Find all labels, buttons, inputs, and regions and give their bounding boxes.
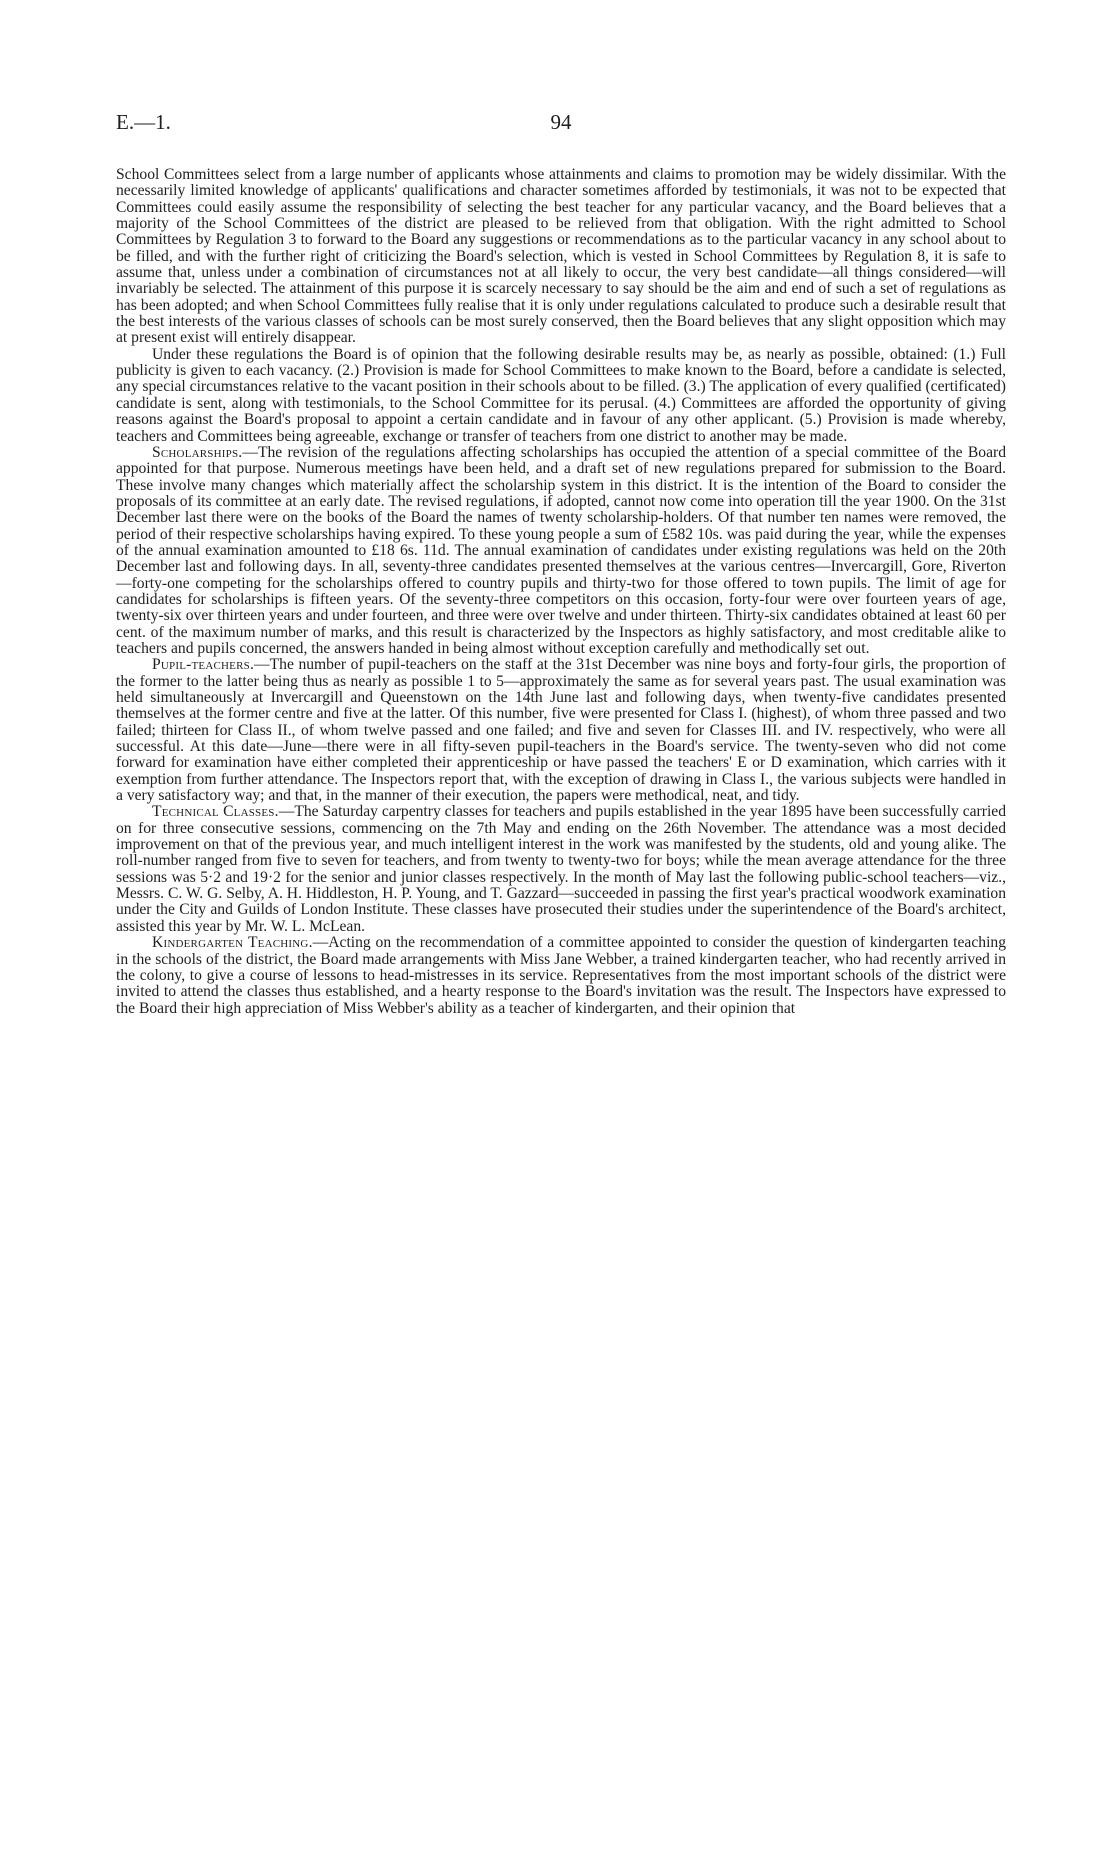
body-text xyxy=(116,167,1006,1017)
paragraph-regulation-results xyxy=(116,347,1006,445)
section-heading-scholarships: Scholarships. xyxy=(152,443,243,461)
paragraph-text: Under these regulations the Board is of opinion that the following desirable results may be, as nearly as possible, obtained: (1.) Full publicity is given to each vacancy. (2.) Provision is made for School Committees to make known to the Board, before a candidate is selected, any special circumstances relative to the vacant position in their schools about to be filled. (3.) The application of every qualified (certificated) candidate is sent, along with testimonials, to the School Committee for its perusal. (4.) Committees are afforded the opportunity of giving reasons against the Board's proposal to appoint a certain candidate and in favour of any other applicant. (5.) Provision is made whereby, teachers and Committees being agreeable, exchange or transfer of teachers from one district to another may be made. xyxy=(116,345,1006,445)
section-heading-pupil-teachers: Pupil-teachers. xyxy=(152,656,255,674)
paragraph-school-committees xyxy=(116,167,1006,347)
paragraph-technical-classes xyxy=(116,804,1006,935)
page-header xyxy=(116,110,1006,136)
paragraph-text: School Committees select from a large number of applicants whose attainments and claims to promotion may be widely dissimilar. With the necessarily limited knowledge of applicants' qualifications and character sometimes afforded by testimonials, it was not to be expected that Committees could easily assume the responsibility of selecting the best teacher for any particular vacancy, and the Board believes that a majority of the School Committees of the district are pleased to be relieved from that obligation. With the right admitted to School Committees by Regulation 3 to forward to the Board any suggestions or recommendations as to the particular vacancy in any school about to be filled, and with the further right of criticizing the Board's selection, which is vested in School Committees by Regulation 8, it is safe to assume that, unless under a combination of circumstances not at all likely to occur, the very best candidate—all things considered—will invariably be selected. The attainment of this purpose it is scarcely necessary to say should be the aim and end of such a set of regulations as has been adopted; and when School Committees fully realise that it is only under regulations calculated to produce such a desirable result that the best interests of the various classes of schools can be most surely conserved, then the Board believes that any slight opposition which may at present exist will entirely disappear. xyxy=(116,166,1006,347)
paragraph-text: —Acting on the recommendation of a committee appointed to consider the question of kindergarten teaching in the schools of the district, the Board made arrangements with Miss Jane Webber, a trained kindergarten teacher, who had recently arrived in the colony, to give a course of lessons to head-mistresses in its service. Representatives from the most important schools of the district were invited to attend the classes thus established, and a hearty response to the Board's invitation was the result. The Inspectors have expressed to the Board their high appreciation of Miss Webber's ability as a teacher of kindergarten, and their opinion that xyxy=(116,934,1007,1017)
paragraph-kindergarten-teaching xyxy=(116,935,1006,1017)
section-heading-kindergarten-teaching: Kindergarten Teaching. xyxy=(152,934,313,952)
page-number: 94 xyxy=(550,110,572,134)
paragraph-pupil-teachers xyxy=(116,657,1006,804)
paragraph-text: —The number of pupil-teachers on the staff at the 31st December was nine boys and forty-four girls, the proportion of the former to the latter being thus as nearly as possible 1 to 5—approximately the same as for several years past. The usual examination was held simultaneously at Invercargill and Queenstown on the 14th June last and following days, when twenty-five candidates presented themselves at the former centre and five at the latter. Of this number, five were presented for Class I. (highest), of whom three passed and two failed; thirteen for Class II., of whom twelve passed and one failed; and five and seven for Classes III. and IV. respectively, who were all successful. At this date—June—there were in all fifty-seven pupil-teachers in the Board's service. The twenty-seven who did not come forward for examination have either completed their apprenticeship or have passed the teachers' E or D examination, which carries with it exemption from further attendance. The Inspectors report that, with the exception of drawing in Class I., the various subjects were handled in a very satisfactory way; and that, in the manner of their execution, the papers were methodical, neat, and tidy. xyxy=(116,656,1006,805)
paragraph-scholarships xyxy=(116,445,1006,657)
document-reference: E.—1. xyxy=(116,110,171,134)
paragraph-text: —The Saturday carpentry classes for teachers and pupils established in the year 1895 have been successfully carried on for three consecutive sessions, commencing on the 7th May and ending on the 26th November. The attendance was a most decided improvement on that of the previous year, and much intelligent interest in the work was manifested by the students, old and young alike. The roll-number ranged from five to seven for teachers, and from twenty to twenty-two for boys; while the mean average attendance for the three sessions was 5·2 and 19·2 for the senior and junior classes respectively. In the month of May last the following public-school teachers—viz., Messrs. C. W. G. Selby, A. H. Hiddleston, H. P. Young, and T. Gazzard—succeeded in passing the first year's practical woodwork examination under the City and Guilds of London Institute. These classes have prosecuted their studies under the superintendence of the Board's architect, assisted this year by Mr. W. L. McLean. xyxy=(116,803,1006,935)
section-heading-technical-classes: Technical Classes. xyxy=(152,803,279,821)
paragraph-text: —The revision of the regulations affecting scholarships has occupied the attention of a special committee of the Board appointed for that purpose. Numerous meetings have been held, and a draft set of new regulations prepared for submission to the Board. These involve many changes which materially affect the scholarship system in this district. It is the intention of the Board to consider the proposals of its committee at an early date. The revised regulations, if adopted, cannot now come into operation till the year 1900. On the 31st December last there were on the books of the Board the names of twenty scholarship-holders. Of that number ten names were removed, the period of their respective scholarships having expired. To these young people a sum of £582 10s. was paid during the year, while the expenses of the annual examination amounted to £18 6s. 11d. The annual examination of candidates under existing regulations was held on the 20th December last and following days. In all, seventy-three candidates presented themselves at the various centres—Invercargill, Gore, Riverton—forty-one competing for the scholarships offered to country pupils and thirty-two for those offered to town pupils. The limit of age for candidates for scholarships is fifteen years. Of the seventy-three competitors on this occasion, forty-four were over fourteen years of age, twenty-six over thirteen years and under fourteen, and three were over twelve and under thirteen. Thirty-six candidates obtained at least 60 per cent. of the maximum number of marks, and this result is characterized by the Inspectors as highly satisfactory, and most creditable alike to teachers and pupils concerned, the answers handed in being almost without exception carefully and methodically set out. xyxy=(116,443,1006,657)
